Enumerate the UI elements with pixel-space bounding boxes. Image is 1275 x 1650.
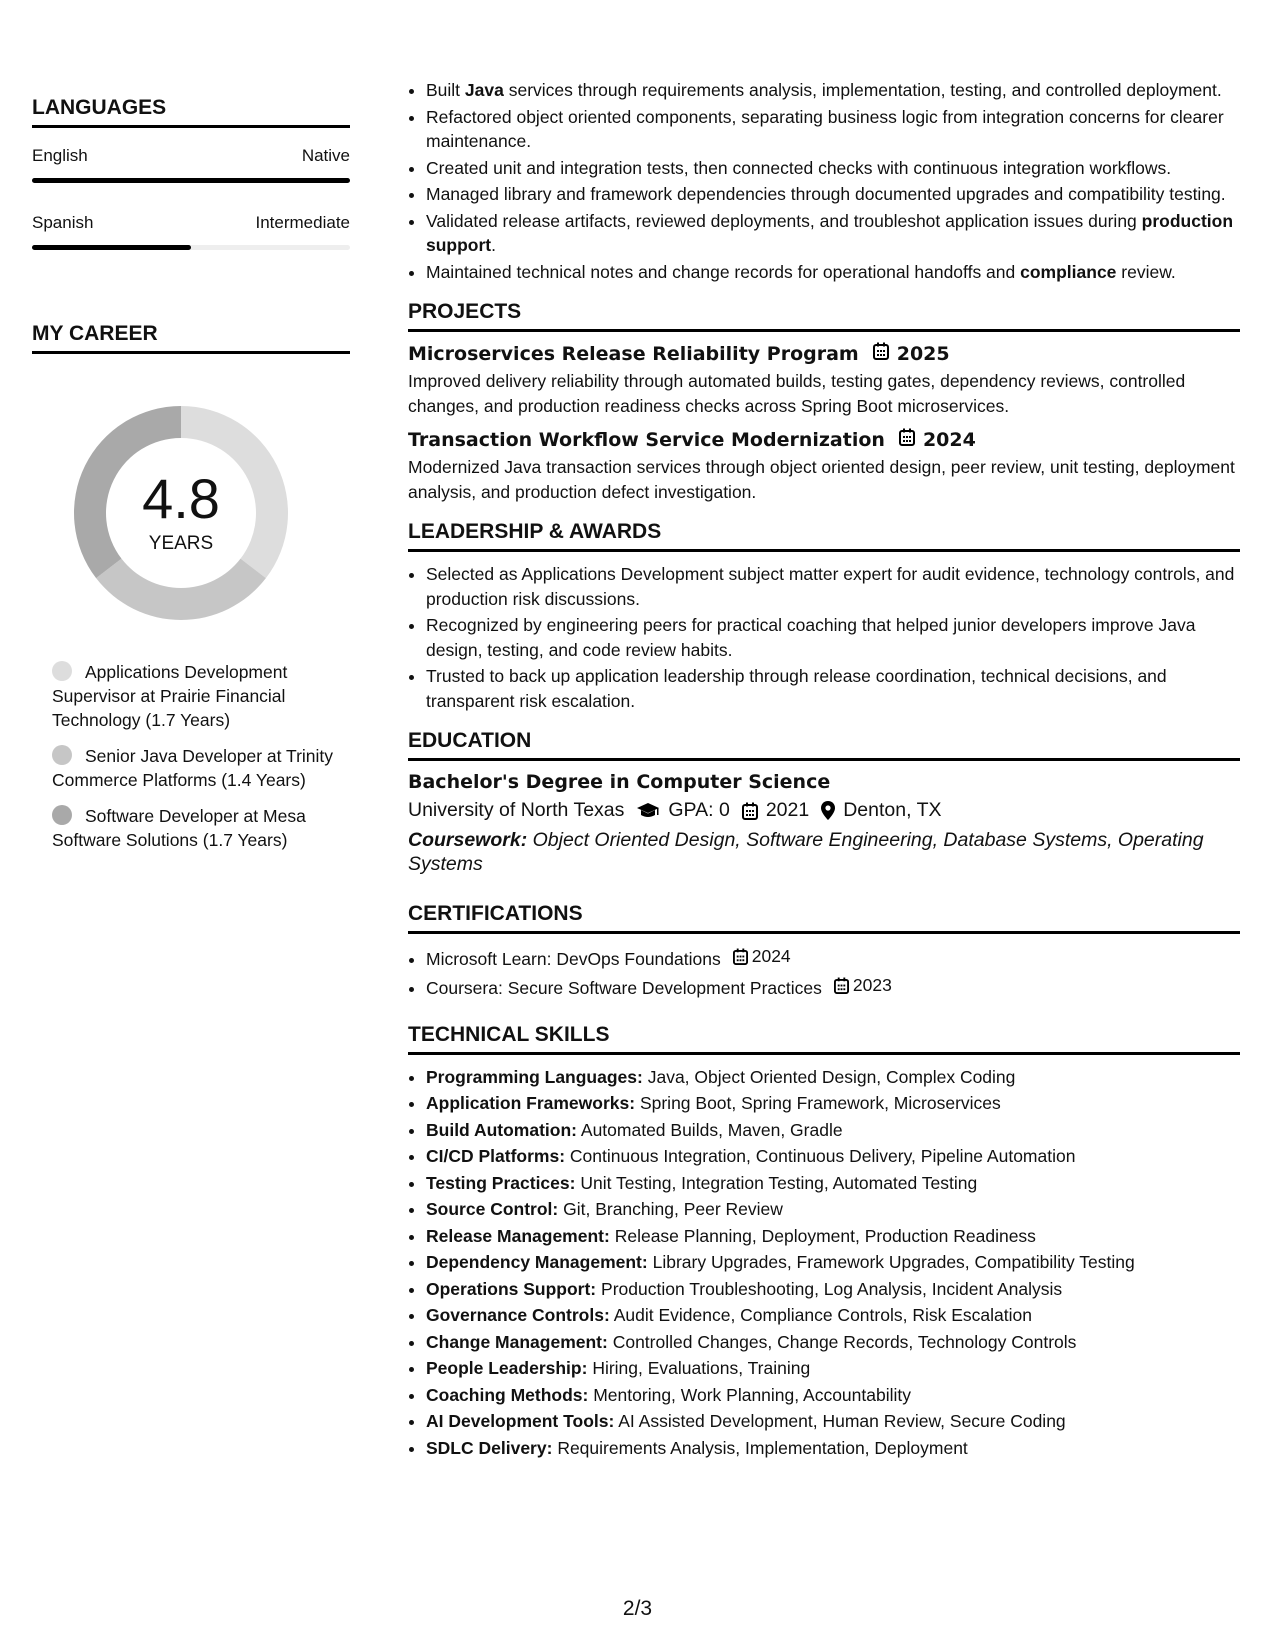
skill-item	[426, 1224, 1240, 1249]
skill-label: Governance Controls:	[426, 1305, 610, 1325]
skill-item	[426, 1091, 1240, 1116]
career-legend-item	[52, 804, 350, 852]
certification-item	[426, 973, 1240, 1000]
skill-label: Release Management:	[426, 1225, 610, 1246]
certification-year: 2023	[852, 975, 892, 996]
legend-dot-icon	[52, 805, 72, 825]
graduation-cap-icon	[636, 802, 660, 820]
project-year: 2024	[922, 428, 976, 451]
skill-value: Unit Testing, Integration Testing, Automated Testing	[580, 1172, 978, 1193]
project-description: Modernized Java transaction services through object oriented design, peer review, unit testing, deployment analysis, and production defect investigation.	[408, 457, 1235, 502]
certifications-heading: CERTIFICATIONS	[408, 902, 1240, 934]
calendar-icon	[834, 977, 849, 994]
career-total-years: 4.8	[142, 467, 220, 530]
leadership-bullets	[408, 562, 1240, 713]
skill-label: Programming Languages:	[426, 1066, 643, 1087]
language-level: Intermediate	[255, 213, 350, 232]
skill-item	[426, 1171, 1240, 1196]
career-legend-label: Applications Development Supervisor at Prairie Financial Technology (1.7 Years)	[52, 662, 288, 730]
career-donut-center	[66, 398, 296, 628]
skill-label: SDLC Delivery:	[426, 1437, 553, 1458]
skill-label: Build Automation:	[426, 1119, 577, 1140]
experience-bullet	[426, 105, 1240, 154]
leadership-bullet: • Selected as Applications Development subject matter expert for audit evidence, technology controls, and production risk discussions.	[426, 562, 1240, 611]
skill-value: Audit Evidence, Compliance Controls, Risk Escalation	[613, 1305, 1032, 1325]
bullet-text: Maintained technical notes and change records for operational handoffs and	[426, 261, 1021, 282]
bullet-bold: production support	[426, 210, 1234, 255]
leadership-bullet: • Recognized by engineering peers for practical coaching that helped junior developers improve Java design, testing, and code review habits.	[426, 613, 1240, 662]
career-donut-chart	[66, 398, 296, 628]
school-name: University of North Texas	[408, 799, 625, 821]
bullet-bold: compliance	[1020, 261, 1117, 282]
leadership-bullet: • Trusted to back up application leadership through release coordination, technical decisions, and transparent risk escalation.	[426, 664, 1240, 713]
skill-value: Git, Branching, Peer Review	[563, 1199, 783, 1219]
bullet-text: Built	[426, 80, 465, 100]
project-year: 2025	[896, 342, 950, 365]
language-name: Spanish	[32, 213, 94, 232]
language-item	[32, 146, 350, 183]
project-item	[408, 342, 1240, 418]
language-level: Native	[301, 146, 350, 165]
right-column	[408, 78, 1240, 1462]
coursework-label: Coursework:	[408, 829, 528, 851]
career-legend-item	[52, 744, 350, 792]
education-meta	[408, 799, 1240, 822]
left-column	[32, 96, 350, 864]
skill-value: Release Planning, Deployment, Production Readiness	[614, 1225, 1036, 1246]
career-years-unit: YEARS	[148, 533, 214, 554]
legend-dot-icon	[52, 661, 72, 681]
skill-value: Requirements Analysis, Implementation, Deployment	[557, 1437, 968, 1458]
bullet-text: .	[491, 235, 497, 255]
skill-item	[426, 1197, 1240, 1222]
projects-heading: PROJECTS	[408, 300, 1240, 332]
skill-value: Library Upgrades, Framework Upgrades, Compatibility Testing	[652, 1252, 1135, 1272]
certification-year: 2024	[751, 946, 791, 966]
skills-list	[408, 1065, 1240, 1461]
skill-value: AI Assisted Development, Human Review, Secure Coding	[618, 1411, 1066, 1431]
language-bar-fill	[32, 178, 350, 183]
coursework	[408, 828, 1240, 876]
location-pin-icon	[821, 801, 835, 820]
calendar-icon	[899, 428, 915, 451]
experience-bullet	[426, 209, 1240, 258]
calendar-icon	[873, 342, 889, 365]
calendar-icon	[733, 948, 748, 965]
gpa: GPA: 0	[668, 799, 730, 821]
bullet-text: Validated release artifacts, reviewed deployments, and troubleshot application issues during	[426, 210, 1142, 231]
skill-item	[426, 1409, 1240, 1434]
career-legend-item	[52, 660, 350, 732]
bullet-text: Refactored object oriented components, separating business logic from integration concerns for clearer maintenance.	[426, 106, 1224, 151]
skill-item	[426, 1356, 1240, 1381]
skill-item	[426, 1065, 1240, 1090]
skill-item	[426, 1330, 1240, 1355]
school-location: Denton, TX	[843, 799, 942, 821]
experience-bullet	[426, 260, 1240, 285]
skill-item	[426, 1436, 1240, 1461]
experience-bullet	[426, 182, 1240, 207]
certification-item	[426, 944, 1240, 971]
experience-bullets	[408, 78, 1240, 284]
skill-label: Change Management:	[426, 1331, 608, 1352]
calendar-icon	[742, 802, 758, 820]
skill-item	[426, 1250, 1240, 1275]
degree-title: Bachelor's Degree in Computer Science	[408, 771, 831, 793]
bullet-text: Managed library and framework dependencies through documented upgrades and compatibility testing.	[426, 184, 1226, 204]
skill-item	[426, 1118, 1240, 1143]
page-number: 2/3	[622, 1597, 653, 1620]
project-title: Microservices Release Reliability Program	[408, 342, 859, 365]
skill-label: Source Control:	[426, 1199, 559, 1219]
project-item	[408, 428, 1240, 504]
legend-dot-icon	[52, 745, 72, 765]
certifications-list	[408, 944, 1240, 1001]
skills-heading: TECHNICAL SKILLS	[408, 1023, 1240, 1055]
bullet-text: Created unit and integration tests, then connected checks with continuous integration workflows.	[426, 157, 1172, 178]
languages-heading: LANGUAGES	[32, 96, 350, 128]
project-title: Transaction Workflow Service Modernization	[408, 428, 885, 451]
career-legend	[52, 660, 350, 852]
skill-value: Mentoring, Work Planning, Accountability	[593, 1384, 911, 1405]
bullet-bold: Java	[464, 80, 504, 100]
skill-value: Production Troubleshooting, Log Analysis, Incident Analysis	[601, 1278, 1063, 1299]
language-bar	[32, 178, 350, 183]
career-legend-label: Senior Java Developer at Trinity Commerce Platforms (1.4 Years)	[52, 746, 334, 790]
graduation-year: 2021	[765, 799, 810, 821]
skill-value: Automated Builds, Maven, Gradle	[580, 1119, 843, 1140]
leadership-heading: LEADERSHIP & AWARDS	[408, 520, 1240, 552]
skill-label: Coaching Methods:	[426, 1384, 589, 1405]
experience-bullet	[426, 156, 1240, 181]
skill-label: AI Development Tools:	[426, 1411, 615, 1431]
language-bar	[32, 245, 350, 250]
skill-item	[426, 1303, 1240, 1328]
skill-label: Operations Support:	[426, 1278, 597, 1299]
experience-bullet	[426, 78, 1240, 103]
skill-item	[426, 1277, 1240, 1302]
language-item	[32, 213, 350, 250]
language-bar-fill	[32, 245, 191, 250]
skill-value: Hiring, Evaluations, Training	[592, 1358, 811, 1378]
skill-label: Dependency Management:	[426, 1252, 648, 1272]
certification-name: Microsoft Learn: DevOps Foundations	[426, 948, 721, 969]
skill-label: Testing Practices:	[426, 1172, 576, 1193]
bullet-text: services through requirements analysis, implementation, testing, and controlled deployment.	[503, 80, 1222, 100]
skill-value: Spring Boot, Spring Framework, Microservices	[639, 1093, 1001, 1113]
skill-item	[426, 1383, 1240, 1408]
skill-item	[426, 1144, 1240, 1169]
education-heading: EDUCATION	[408, 729, 1240, 761]
bullet-text: review.	[1116, 261, 1176, 282]
skill-value: Controlled Changes, Change Records, Technology Controls	[612, 1331, 1077, 1352]
project-description: Improved delivery reliability through automated builds, testing gates, dependency reviews, controlled changes, and production readiness checks across Spring Boot microservices.	[408, 371, 1186, 416]
skill-label: People Leadership:	[426, 1358, 588, 1378]
certification-name: Coursera: Secure Software Development Practices	[426, 978, 822, 998]
skill-value: Continuous Integration, Continuous Delivery, Pipeline Automation	[569, 1146, 1076, 1166]
career-legend-label: Software Developer at Mesa Software Solutions (1.7 Years)	[52, 806, 306, 850]
skill-label: Application Frameworks:	[426, 1093, 636, 1113]
skill-value: Java, Object Oriented Design, Complex Coding	[647, 1066, 1016, 1087]
career-heading: MY CAREER	[32, 322, 350, 354]
coursework-list: Object Oriented Design, Software Engineering, Database Systems, Operating Systems	[408, 829, 1204, 875]
language-name: English	[32, 146, 88, 165]
skill-label: CI/CD Platforms:	[426, 1146, 566, 1166]
